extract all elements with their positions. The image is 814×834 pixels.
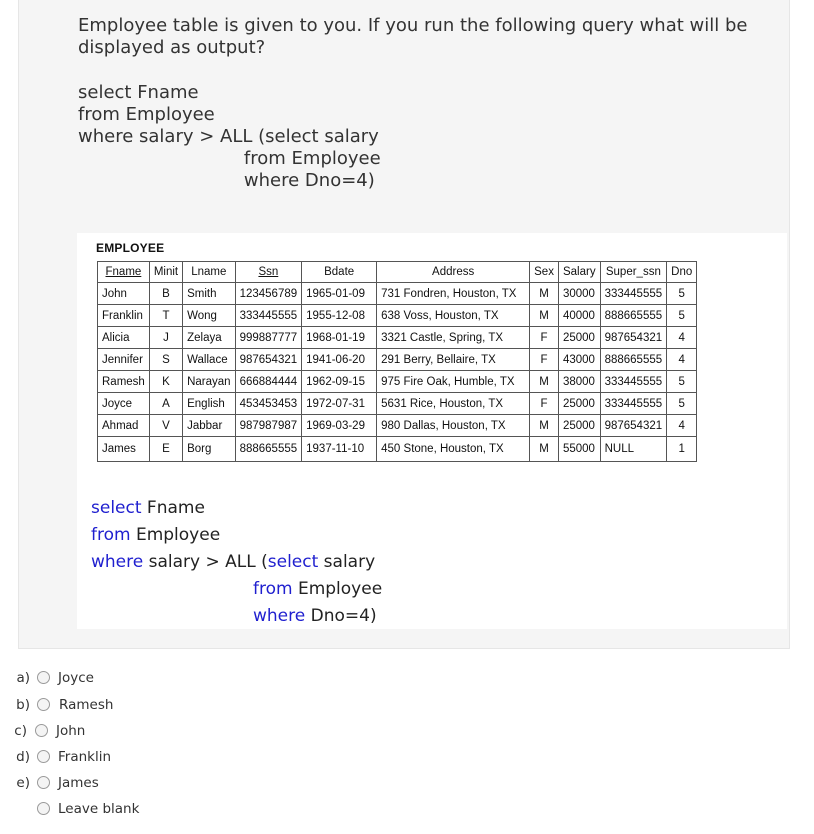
table-cell: A [149, 393, 182, 415]
table-cell: 1965-01-09 [302, 283, 377, 305]
column-header: Dno [667, 262, 697, 283]
table-cell: 975 Fire Oak, Humble, TX [377, 371, 530, 393]
radio-button[interactable] [35, 724, 48, 737]
query-line: select Fname [78, 82, 199, 103]
table-cell: 333445555 [600, 371, 667, 393]
option-text[interactable]: Ramesh [59, 697, 114, 713]
table-cell: M [530, 371, 559, 393]
table-cell: M [530, 437, 559, 462]
column-header: Ssn [235, 262, 302, 283]
option-letter: e) [16, 775, 30, 791]
table-cell: 30000 [558, 283, 600, 305]
table-cell: 5 [667, 305, 697, 327]
table-row [98, 305, 697, 327]
column-header: Lname [183, 262, 235, 283]
column-header: Salary [558, 262, 600, 283]
table-cell: Franklin [98, 305, 150, 327]
table-cell: 999887777 [235, 327, 302, 349]
table-cell: Borg [183, 437, 235, 462]
table-cell: J [149, 327, 182, 349]
table-cell: 980 Dallas, Houston, TX [377, 415, 530, 437]
query-image-line: where Dno=4) [253, 606, 377, 626]
table-cell: M [530, 305, 559, 327]
table-cell: Jennifer [98, 349, 150, 371]
table-cell: 1955-12-08 [302, 305, 377, 327]
table-cell: Alicia [98, 327, 150, 349]
table-cell: 25000 [558, 415, 600, 437]
radio-button[interactable] [37, 671, 50, 684]
table-cell: T [149, 305, 182, 327]
table-cell: M [530, 415, 559, 437]
table-cell: Wallace [183, 349, 235, 371]
query-image-line: where salary > ALL (select salary [91, 552, 376, 572]
table-cell: Ahmad [98, 415, 150, 437]
column-header: Address [377, 262, 530, 283]
table-cell: 987654321 [600, 327, 667, 349]
table-cell: 40000 [558, 305, 600, 327]
table-cell: 888665555 [600, 305, 667, 327]
query-image-line: from Employee [253, 579, 383, 599]
table-cell: 5 [667, 283, 697, 305]
column-header: Fname [98, 262, 150, 283]
table-row [98, 349, 697, 371]
option-text[interactable]: John [56, 723, 86, 739]
option-letter: c) [14, 723, 27, 739]
column-header: Bdate [302, 262, 377, 283]
table-cell: Smith [183, 283, 235, 305]
question-image [77, 233, 787, 629]
table-cell: 987987987 [235, 415, 302, 437]
question-text: Employee table is given to you. If you run the following query what will be displayed as output? [78, 15, 748, 58]
table-row [98, 371, 697, 393]
table-cell: James [98, 437, 150, 462]
table-cell: 38000 [558, 371, 600, 393]
radio-button[interactable] [37, 776, 50, 789]
option-text[interactable]: Leave blank [58, 801, 140, 817]
table-cell: S [149, 349, 182, 371]
table-cell: 5631 Rice, Houston, TX [377, 393, 530, 415]
table-cell: 4 [667, 327, 697, 349]
table-cell: 43000 [558, 349, 600, 371]
query-line: where salary > ALL (select salary [78, 126, 379, 147]
table-header-row [98, 262, 697, 283]
table-row [98, 327, 697, 349]
query-image-line: select Fname [91, 498, 205, 518]
table-cell: 987654321 [235, 349, 302, 371]
table-cell: 333445555 [235, 305, 302, 327]
table-cell: 1962-09-15 [302, 371, 377, 393]
table-cell: 888665555 [600, 349, 667, 371]
option-letter: a) [16, 670, 30, 686]
table-cell: F [530, 327, 559, 349]
table-cell: 1 [667, 437, 697, 462]
table-cell: Jabbar [183, 415, 235, 437]
table-cell: 888665555 [235, 437, 302, 462]
radio-button[interactable] [37, 750, 50, 763]
table-cell: Ramesh [98, 371, 150, 393]
table-cell: Zelaya [183, 327, 235, 349]
option-letter: b) [16, 697, 30, 713]
query-line: from Employee [78, 148, 381, 169]
table-row [98, 437, 697, 462]
table-cell: 333445555 [600, 283, 667, 305]
table-cell: 666884444 [235, 371, 302, 393]
table-cell: 1941-06-20 [302, 349, 377, 371]
table-cell: 1937-11-10 [302, 437, 377, 462]
table-cell: 731 Fondren, Houston, TX [377, 283, 530, 305]
column-header: Super_ssn [600, 262, 667, 283]
table-cell: F [530, 349, 559, 371]
table-cell: 25000 [558, 327, 600, 349]
table-cell: 453453453 [235, 393, 302, 415]
table-cell: 987654321 [600, 415, 667, 437]
table-cell: E [149, 437, 182, 462]
table-cell: 1969-03-29 [302, 415, 377, 437]
radio-button[interactable] [37, 802, 50, 815]
table-cell: 123456789 [235, 283, 302, 305]
table-cell: F [530, 393, 559, 415]
table-cell: 3321 Castle, Spring, TX [377, 327, 530, 349]
table-cell: 638 Voss, Houston, TX [377, 305, 530, 327]
table-cell: K [149, 371, 182, 393]
question-card [18, 0, 790, 649]
option-text[interactable]: James [58, 775, 99, 791]
table-cell: 4 [667, 349, 697, 371]
table-cell: 55000 [558, 437, 600, 462]
query-image-text [91, 495, 382, 630]
column-header: Sex [530, 262, 559, 283]
query-line: where Dno=4) [78, 170, 375, 191]
radio-button[interactable] [37, 698, 50, 711]
table-cell: 25000 [558, 393, 600, 415]
table-cell: Wong [183, 305, 235, 327]
table-cell: 291 Berry, Bellaire, TX [377, 349, 530, 371]
table-cell: M [530, 283, 559, 305]
table-cell: 1972-07-31 [302, 393, 377, 415]
table-row [98, 415, 697, 437]
table-cell: 333445555 [600, 393, 667, 415]
query-image-line: from Employee [91, 525, 221, 545]
option-letter: d) [16, 749, 30, 765]
table-cell: English [183, 393, 235, 415]
table-row [98, 393, 697, 415]
column-header: Minit [149, 262, 182, 283]
table-cell: NULL [600, 437, 667, 462]
table-cell: 5 [667, 371, 697, 393]
option-text[interactable]: Joyce [58, 670, 94, 686]
table-cell: B [149, 283, 182, 305]
table-cell: John [98, 283, 150, 305]
table-cell: 1968-01-19 [302, 327, 377, 349]
table-cell: 450 Stone, Houston, TX [377, 437, 530, 462]
table-row [98, 283, 697, 305]
question-query [78, 82, 381, 192]
table-cell: Narayan [183, 371, 235, 393]
table-cell: 4 [667, 415, 697, 437]
table-title: EMPLOYEE [96, 241, 165, 255]
query-line: from Employee [78, 104, 215, 125]
table-cell: 5 [667, 393, 697, 415]
option-text[interactable]: Franklin [58, 749, 112, 765]
table-cell: Joyce [98, 393, 150, 415]
table-cell: V [149, 415, 182, 437]
employee-table [97, 261, 697, 462]
